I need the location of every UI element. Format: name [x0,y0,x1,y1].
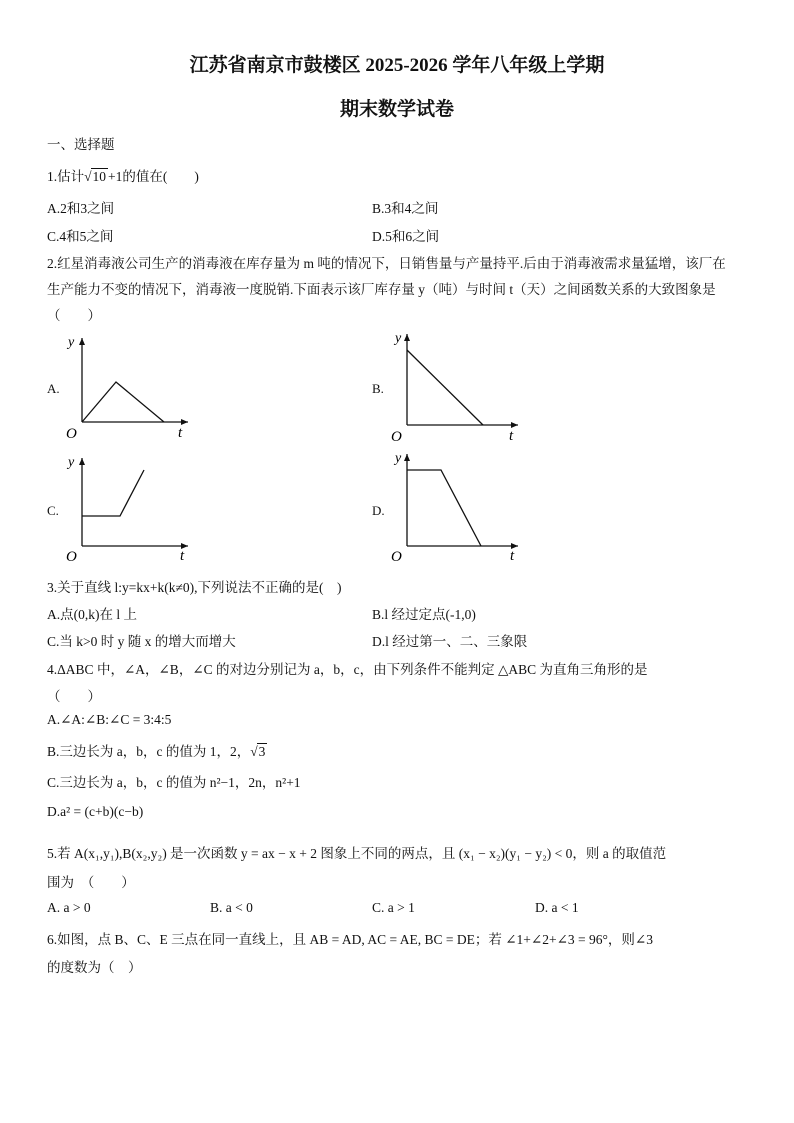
question-4-line2: （ ） [47,689,101,704]
question-3-stem: 3.关于直线 l:y=kx+k(k≠0),下列说法不正确的是( ) [47,580,342,595]
q1-option-a: A.2和3之间 [47,201,115,216]
graph-c [60,450,200,566]
q1-radicand: 10 [92,169,107,184]
question-4-line1: 4.ΔABC 中，∠A，∠B，∠C 的对边分别记为 a，b，c，由下列条件不能判定 △ABC 为直角三角形的是 [47,662,648,677]
q1-expr-tail: +1 [108,169,123,184]
q4-option-b-radicand: 3 [258,744,266,759]
q1-option-d: D.5和6之间 [372,229,440,244]
graph-d [385,448,530,566]
q3-option-a: A.点(0,k)在 l 上 [47,607,137,622]
svg-text:t: t [510,548,515,564]
sqrt-symbol: √ [250,744,258,759]
question-2-line3: （ ） [47,308,101,323]
q5-option-b: B. a < 0 [210,900,253,915]
question-5-line1: 5.若 A(x₁,y₁),B(x₂,y₂) 是一次函数 y = ax − x + 2 图象上不同的两点，且 (x₁ − x₂)(y₁ − y₂) < 0，则 a 的取值范 [47,846,667,861]
graph-a-label: A. [47,381,60,396]
q5-option-a: A. a > 0 [47,900,91,915]
q3-option-c: C.当 k>0 时 y 随 x 的增大而增大 [47,634,236,649]
q5-option-d: D. a < 1 [535,900,579,915]
q4-option-c: C.三边长为 a，b，c 的值为 n²−1，2n，n²+1 [47,775,301,790]
svg-text:y: y [395,331,402,346]
q4-option-b-text: B.三边长为 a，b，c 的值为 1，2， [47,744,251,759]
svg-text:t: t [178,425,183,441]
svg-text:t: t [180,548,185,564]
q1-option-c: C.4和5之间 [47,229,114,244]
q1-suffix: 的值在( ) [122,169,199,184]
question-1-stem [47,165,199,185]
graph-c-label: C. [47,503,59,518]
q1-prefix: 1.估计 [47,169,85,184]
graph-a [60,330,200,442]
svg-text:t: t [509,428,514,444]
sqrt-symbol: √ [84,169,92,184]
q4-option-a: A.∠A:∠B:∠C = 3:4:5 [47,712,172,727]
exam-title-line2: 期末数学试卷 [339,99,454,120]
svg-text:O: O [391,429,402,445]
section-label: 一、选择题 [47,137,115,152]
exam-title-line1: 江苏省南京市鼓楼区 2025-2026 学年八年级上学期 [189,55,605,76]
question-6-line1: 6.如图，点 B、C、E 三点在同一直线上，且 AB = AD, AC = AE, BC = DE；若 ∠1+∠2+∠3 = 96°，则∠3 [47,932,653,947]
q3-option-d: D.l 经过第一、二、三象限 [372,634,528,649]
q4-option-d: D.a² = (c+b)(c−b) [47,804,144,819]
svg-text:O: O [66,426,77,442]
svg-text:y: y [68,335,75,350]
svg-text:O: O [391,549,402,565]
graph-b-label: B. [372,381,384,396]
question-2-line1: 2.红星消毒液公司生产的消毒液在库存量为 m 吨的情况下，日销售量与产量持平.后由于消毒液需求量猛增，该厂在 [47,256,726,271]
q5-option-c: C. a > 1 [372,900,415,915]
graph-d-label: D. [372,503,385,518]
question-5-line2: 围为 （ ） [47,875,135,890]
q3-option-b: B.l 经过定点(-1,0) [372,607,476,622]
question-2-line2: 生产能力不变的情况下，消毒液一度脱销.下面表示该厂库存量 y（吨）与时间 t（天）之间函数关系的大致图象是 [47,282,716,297]
q4-option-b [47,740,267,760]
q1-option-b: B.3和4之间 [372,201,439,216]
svg-text:O: O [66,549,77,565]
question-6-line2: 的度数为（ ） [47,960,142,975]
svg-text:y: y [68,455,75,470]
graph-b [385,326,530,446]
svg-text:y: y [395,451,402,466]
